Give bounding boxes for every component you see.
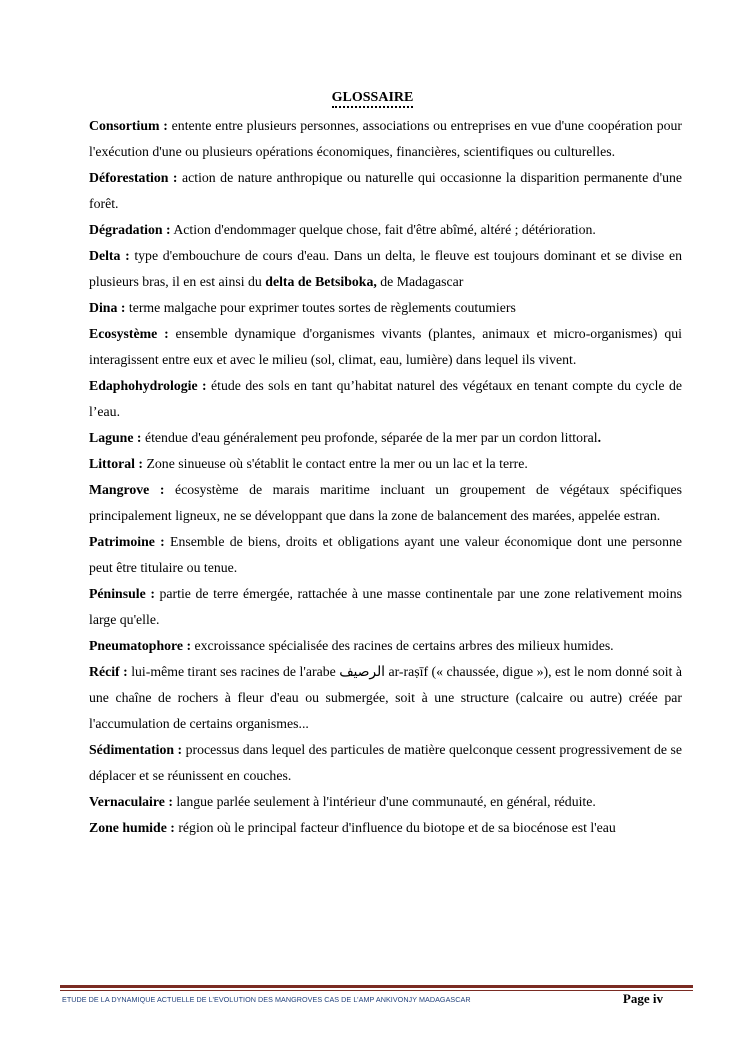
term: Mangrove : <box>89 482 165 497</box>
definition: étude des sols en tant qu’habitat naturel des végétaux en tenant compte du cycle de l’eau. <box>89 378 682 419</box>
term: Dina : <box>89 300 126 315</box>
glossary-entry-mangrove <box>89 477 682 529</box>
term: Dégradation : <box>89 222 171 237</box>
glossary-entry-deforestation <box>89 165 682 217</box>
footer-document-title: ETUDE DE LA DYNAMIQUE ACTUELLE DE L’EVOLUTION DES MANGROVES CAS DE L’AMP ANKIVONJY MADAGASCAR <box>62 995 471 1004</box>
glossary-entry-zone-humide <box>89 815 682 841</box>
term: Péninsule : <box>89 586 155 601</box>
glossary-entry-lagune <box>89 425 682 451</box>
definition: Zone sinueuse où s'établit le contact entre la mer ou un lac et la terre. <box>143 456 528 471</box>
glossary-entry-pneumatophore <box>89 633 682 659</box>
glossary-entry-peninsule <box>89 581 682 633</box>
term: Vernaculaire : <box>89 794 173 809</box>
definition: de Madagascar <box>376 274 464 289</box>
term: Récif : <box>89 664 128 679</box>
term: Patrimoine : <box>89 534 165 549</box>
definition: action de nature anthropique ou naturelle qui occasionne la disparition permanente d'une forêt. <box>89 170 682 211</box>
definition: langue parlée seulement à l'intérieur d'une communauté, en général, réduite. <box>172 794 596 809</box>
glossary-heading: GLOSSAIRE <box>332 90 414 108</box>
glossary-entry-vernaculaire <box>89 789 682 815</box>
term: Edaphohydrologie : <box>89 378 207 393</box>
definition: partie de terre émergée, rattachée à une masse continentale par une zone relativement moins large qu'elle. <box>89 586 682 627</box>
glossary-entry-degradation <box>89 217 682 243</box>
definition: écosystème de marais maritime incluant un groupement de végétaux spécifiques principalement ligneux, ne se développant que dans la zone de balancement des marées, appelée estran. <box>89 482 682 523</box>
glossary-entry-consortium <box>89 113 682 165</box>
definition-end-mark: . <box>597 430 602 445</box>
glossary-entry-patrimoine <box>89 529 682 581</box>
page-number: Page iv <box>622 991 663 1006</box>
term: Lagune : <box>89 430 142 445</box>
definition: Ensemble de biens, droits et obligations ayant une valeur économique dont une personne peut être titulaire ou tenue. <box>89 534 682 575</box>
term: Sédimentation : <box>89 742 183 757</box>
definition: terme malgache pour exprimer toutes sortes de règlements coutumiers <box>125 300 516 315</box>
definition: processus dans lequel des particules de matière quelconque cessent progressivement de se déplacer et se réunissent en couches. <box>89 742 682 783</box>
term: Littoral : <box>89 456 144 471</box>
term: Pneumatophore : <box>89 638 192 653</box>
footer-divider <box>60 985 693 988</box>
term: Ecosystème : <box>89 326 169 341</box>
glossary-entry-edaphohydrologie <box>89 373 682 425</box>
footer-divider-thin <box>60 990 693 991</box>
definition: type d'embouchure de cours d'eau. Dans un delta, le fleuve est toujours dominant et se divise en plusieurs bras, il en est ainsi du <box>89 248 682 289</box>
definition: entente entre plusieurs personnes, associations ou entreprises en vue d'une coopération pour l'exécution d'une ou plusieurs opérations économiques, financières, scientifiques ou culturelles. <box>89 118 682 159</box>
term: Consortium : <box>89 118 168 133</box>
page-title <box>0 88 745 106</box>
definition: étendue d'eau généralement peu profonde, séparée de la mer par un cordon littoral <box>141 430 598 445</box>
glossary-entry-recif <box>89 659 682 737</box>
glossary-entry-delta <box>89 243 682 295</box>
glossary-entry-littoral <box>89 451 682 477</box>
glossary-entry-dina <box>89 295 682 321</box>
definition: excroissance spécialisée des racines de certains arbres des milieux humides. <box>191 638 614 653</box>
glossary-list <box>89 113 682 841</box>
term: Zone humide : <box>89 820 175 835</box>
definition: lui-même tirant ses racines de l'arabe الرصيف ar-raṣīf (« chaussée, digue »), est le nom donné soit à une chaîne de rochers à fleur d'eau ou submergée, soit à une structure (calcaire ou autre) créée par l'accumulation de certains organismes... <box>89 664 682 731</box>
glossary-entry-sedimentation <box>89 737 682 789</box>
glossary-entry-ecosysteme <box>89 321 682 373</box>
definition: région où le principal facteur d'influence du biotope et de sa biocénose est l'eau <box>174 820 616 835</box>
term: Delta : <box>89 248 130 263</box>
definition: Action d'endommager quelque chose, fait d'être abîmé, altéré ; détérioration. <box>170 222 596 237</box>
term: Déforestation : <box>89 170 178 185</box>
definition: ensemble dynamique d'organismes vivants (plantes, animaux et micro-organismes) qui interagissent entre eux et avec le milieu (sol, climat, eau, lumière) dans lequel ils vivent. <box>89 326 682 367</box>
definition-emphasis: delta de Betsiboka, <box>265 274 377 289</box>
